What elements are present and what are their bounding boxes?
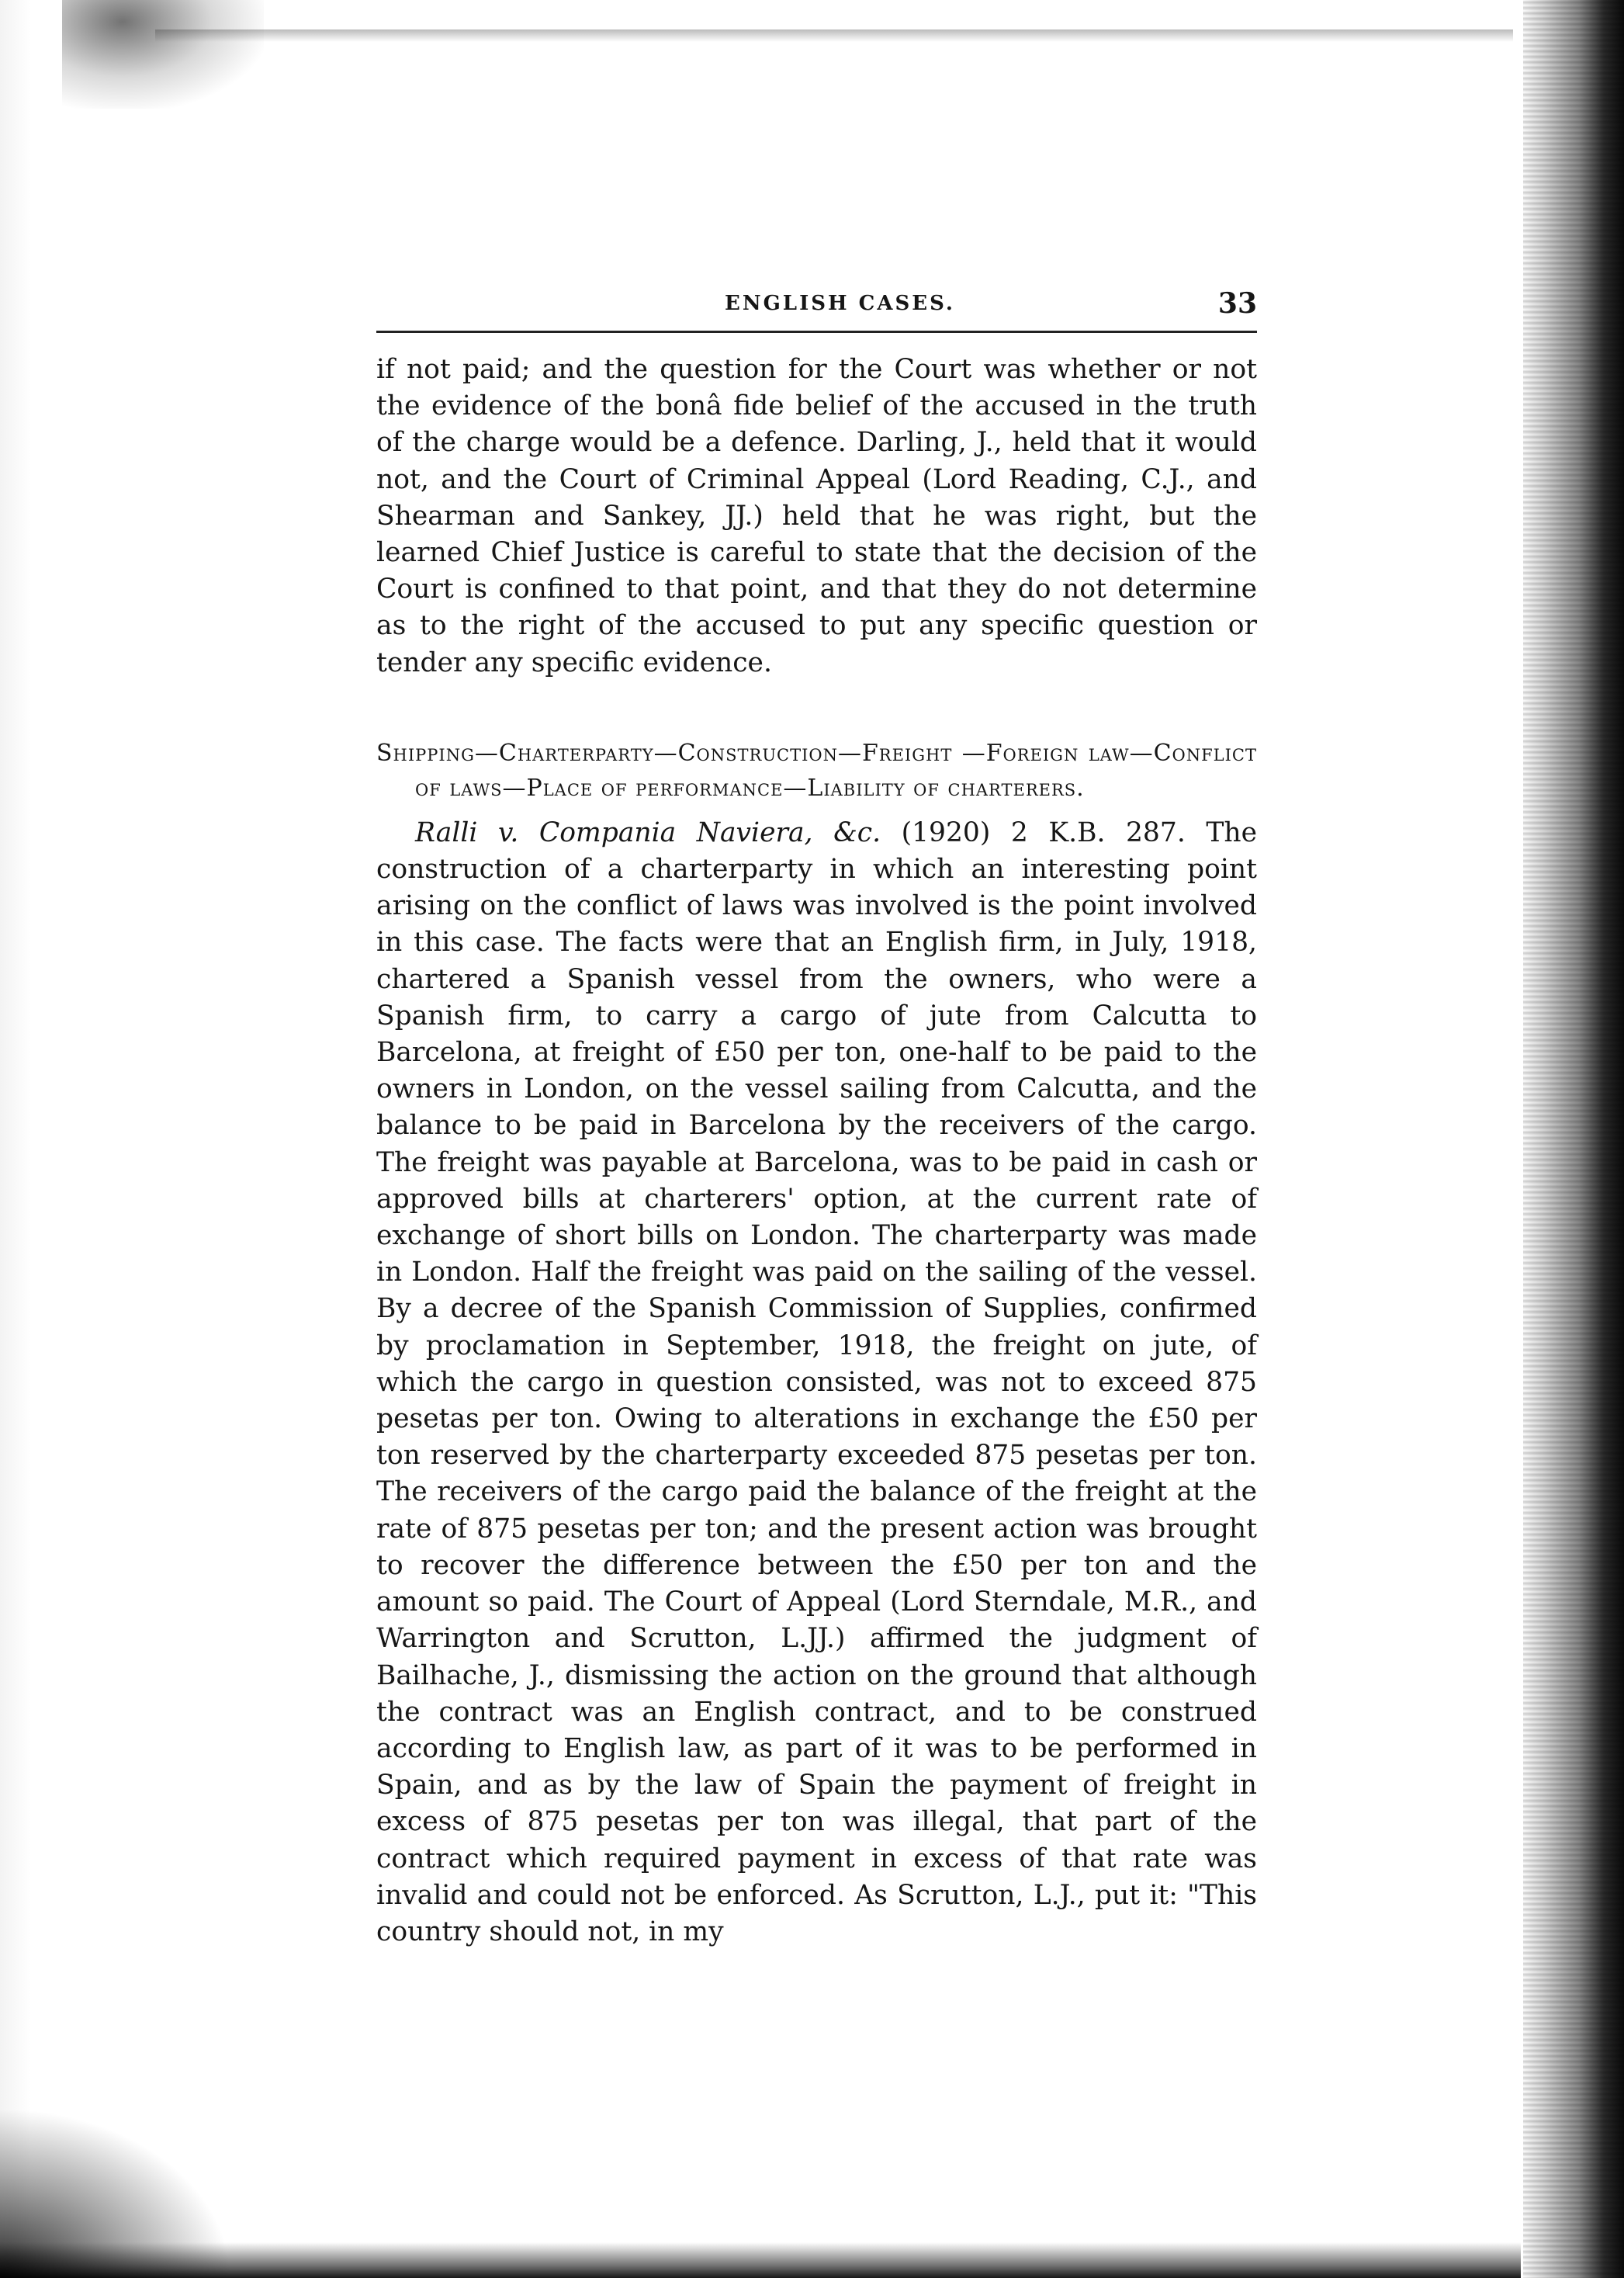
page-number: 33 xyxy=(1217,287,1257,320)
case-headnote: Shipping—Charterparty—Construction—Freight —Foreign law—Conflict of laws—Place of performance—Liability of charterers. xyxy=(376,739,1257,802)
running-head xyxy=(376,287,1257,328)
page-content xyxy=(376,287,1257,1950)
running-title: ENGLISH CASES. xyxy=(725,292,955,315)
paragraph-continuation: if not paid; and the question for the Court was whether or not the evidence of the bonâ fide belief of the accused in the truth of the charge would be a defence. Darling, J., held that it would not, and the Court of Criminal Appeal (Lord Reading, C.J., and Shearman and Sankey, JJ.) held that he was right, but the learned Chief Justice is careful to state that the decision of the Court is confined to that point, and that they do not determine as to the right of the accused to put any specific question or tender any specific evidence. xyxy=(376,354,1257,678)
case-name: Ralli v. Compania Naviera, &c. xyxy=(415,817,881,848)
scan-left-edge xyxy=(0,0,31,2278)
scan-right-edge xyxy=(1523,0,1624,2278)
header-rule xyxy=(376,331,1257,333)
case-summary: The construction of a charterparty in which an interesting point arising on the conflict of laws was involved is the point involved in this case. The facts were that an English firm, in July, 1918, chartered a Spanish vessel from the owners, who were a Spanish firm, to carry a cargo of jute from Calcutta to Barcelona, at freight of £50 per ton, one-half to be paid to the owners in London, on the vessel sailing from Calcutta, and the balance to be paid in Barcelona by the receivers of the cargo. The freight was payable at Barcelona, was to be paid in cash or approved bills at charterers' option, at the current rate of exchange of short bills on London. The charterparty was made in London. Half the freight was paid on the sailing of the vessel. By a decree of the Spanish Commission of Supplies, confirmed by proclamation in September, 1918, the freight on jute, of which the cargo in question consisted, was not to exceed 875 pesetas per ton. Owing to alterations in exchange the £50 per ton reserved by the charterparty exceeded 875 pesetas per ton. The receivers of the cargo paid the balance of the freight at the rate of 875 pesetas per ton; and the present action was brought to recover the difference between the £50 per ton and the amount so paid. The Court of Appeal (Lord Sterndale, M.R., and Warrington and Scrutton, L.JJ.) affirmed the judgment of Bailhache, J., dismissing the action on the ground that although the contract was an English contract, and to be construed according to English law, as part of it was to be performed in Spain, and as by the law of Spain the payment of freight in excess of 875 pesetas per ton was illegal, that part of the contract which required payment in excess of that rate was invalid and could not be enforced. As Scrutton, L.J., put it: "This country should not, in my xyxy=(376,817,1257,1947)
case-citation: (1920) 2 K.B. 287. xyxy=(881,817,1186,848)
scan-top-left-shadow xyxy=(62,0,264,109)
scan-top-edge xyxy=(155,29,1513,42)
scan-bottom-left-shadow xyxy=(0,2107,233,2278)
case-paragraph xyxy=(376,815,1257,1950)
